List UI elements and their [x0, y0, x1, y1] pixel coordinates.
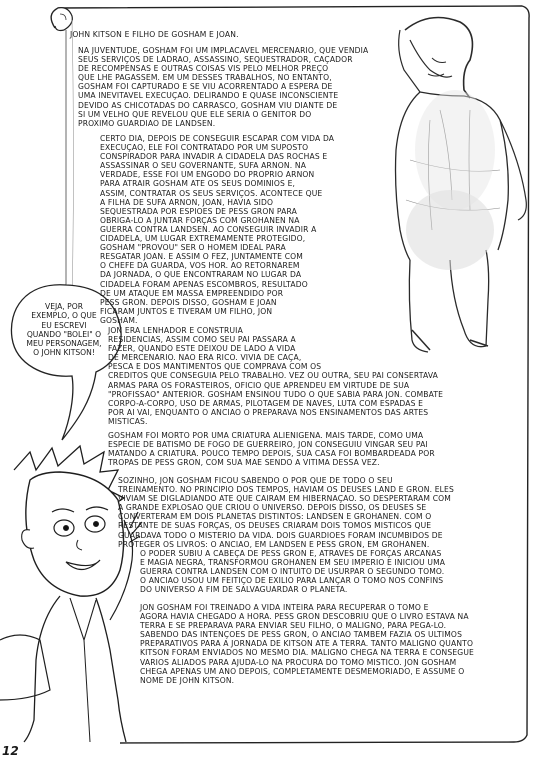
article-paragraph-7: JON GOSHAM FOI TREINADO A VIDA INTEIRA PARA RECUPERAR O TOMO E AGORA HAVIA CHEGADO A HORA. PESS GRON DESCOBRIU QUE O LIVRO ESTAVA NA TERRA E SE PREPARAVA PARA ENVIAR SEU FILHO, O MALIGNO, PARA PEGA-LO. SABENDO DAS INTENÇOES DE PESS GRON, O ANCIAO TAMBEM FAZIA OS ULTIMOS PREPARATIVOS PARA A JORNADA DE KITSON ATE A TERRA. TANTO MALIGNO QUANTO KITSON FORAM ENVIADOS NO MESMO DIA. MALIGNO CHEGA NA TERRA E CONSEGUE VARIOS ALIADOS PARA AJUDA-LO NA PROCURA DO TOMO MISTICO. JON GOSHAM CHEGA APENAS UM ANO DEPOIS, COMPLETAMENTE DESMEMORIADO, E ASSUME O NOME DE JOHN KITSON.	[140, 603, 474, 685]
article-paragraph-1: NA JUVENTUDE, GOSHAM FOI UM IMPLACAVEL MERCENARIO, QUE VENDIA SEUS SERVIÇOS DE LADRAO, ASSASSINO, SEQUESTRADOR, CAÇADOR DE RECOMPENSAS E OUTRAS COISAS VIS PELO MELHOR PREÇO QUE LHE PAGASSEM. EM UM DESSES TRABALHOS, NO ENTANTO, GOSHAM FOI CAPTURADO E SE VIU ACORRENTADO A ESPERA DE UMA INEVITAVEL EXECUÇAO. DELIRANDO E QUASE INCONSCIENTE DEVIDO AS CHICOTADAS DO CARRASCO, GOSHAM VIU DIANTE DE SI UM VELHO QUE REVELOU QUE ELE SERIA O GENITOR DO PROXIMO GUARDIAO DE LANDSEN.	[78, 46, 369, 128]
article-title-line: JOHN KITSON E FILHO DE GOSHAM E JOAN.	[70, 30, 239, 39]
article-paragraph-2: CERTO DIA, DEPOIS DE CONSEGUIR ESCAPAR COM VIDA DA EXECUÇAO, ELE FOI CONTRATADO POR UM SUPOSTO CONSPIRADOR PARA INVADIR A CIDADELA DAS ROCHAS E ASSASSINAR O SEU GOVERNANTE, SUFA ARNON. NA VERDADE, ESSE FOI UM ENGODO DO PROPRIO ARNON PARA ATRAIR GOSHAM ATE OS SEUS DOMINIOS E, ASSIM, CONTRATAR OS SEUS SERVIÇOS. ACONTECE QUE A FILHA DE SUFA ARNON, JOAN, HAVIA SIDO SEQUESTRADA POR ESPIOES DE PESS GRON PARA OBRIGA-LO A JUNTAR FORÇAS COM GROHANEN NA GUERRA CONTRA LANDSEN. AO CONSEGUIR INVADIR A CIDADELA, UM LUGAR EXTREMAMENTE PROTEGIDO, GOSHAM "PROVOU" SER O HOMEM IDEAL PARA RESGATAR JOAN. E ASSIM O FEZ, JUNTAMENTE COM O CHEFE DA GUARDA, VOS HOR. AO RETORNAREM DA JORNADA, O QUE ENCONTRARAM NO LUGAR DA CIDADELA FORAM APENAS ESCOMBROS, RESULTADO DE UM ATAQUE EM MASSA EMPREENDIDO POR PESS GRON. DEPOIS DISSO, GOSHAM E JOAN FICARAM JUNTOS E TIVERAM UM FILHO, JON GOSHAM.	[100, 134, 335, 325]
article-paragraph-4: GOSHAM FOI MORTO POR UMA CRIATURA ALIENIGENA. MAIS TARDE, COMO UMA ESPECIE DE BATISMO DE FOGO DE GUERREIRO, JON CONSEGUIU VINGAR SEU PAI MATANDO A CRIATURA. POUCO TEMPO DEPOIS, SUA CASA FOI BOMBARDEADA POR TROPAS DE PESS GRON, COM SUA MAE SENDO A VITIMA DESSA VEZ.	[108, 431, 435, 468]
article-paragraph-5: SOZINHO, JON GOSHAM FICOU SABENDO O POR QUE DE TODO O SEU TREINAMENTO. NO PRINCIPIO DOS TEMPOS, HAVIAM OS DEUSES LAND E GRON. ELES VIVIAM SE DIGLADIANDO ATE QUE CAIRAM EM HIBERNAÇAO. SO DESPERTARAM COM A GRANDE EXPLOSAO QUE CRIOU O UNIVERSO. DEPOIS DISSO, OS DEUSES SE CONVERTERAM EM DOIS PLANETAS DISTINTOS: LANDSEN E GROHANEN. COM O RESTANTE DE SUAS FORÇAS, OS DEUSES CRIARAM DOIS TOMOS MISTICOS QUE GUARDAVA TODO O MISTERIO DA VIDA. DOIS GUARDIOES FORAM INCUMBIDOS DE PROTEGER OS LIVROS: O ANCIAO, EM LANDSEN E PESS GRON, EM GROHANEN.	[118, 476, 454, 549]
article-paragraph-6: O PODER SUBIU A CABEÇA DE PESS GRON E, ATRAVES DE FORÇAS ARCANAS E MAGIA NEGRA, TRANSFORMOU GROHANEN EM SEU IMPERIO E INICIOU UMA GUERRA CONTRA LANDSEN COM O INTUITO DE USURPAR O SEGUNDO TOMO. O ANCIAO USOU UM FEITIÇO DE EXILIO PARA LANÇAR O TOMO NOS CONFINS DO UNIVERSO A FIM DE SALVAGUARDAR O PLANETA.	[140, 549, 446, 595]
article-paragraph-3: JON ERA LENHADOR E CONSTRUIA RESIDENCIAS, ASSIM COMO SEU PAI PASSARA A FAZER, QUANDO ESTE DEIXOU DE LADO A VIDA DE MERCENARIO. NAO ERA RICO. VIVIA DE CAÇA, PESCA E DOS MANTIMENTOS QUE COMPRAVA COM OS CREDITOS QUE CONSEGUIA PELO TRABALHO. VEZ OU OUTRA, SEU PAI CONSERTAVA ARMAS PARA OS FORASTEIROS, OFICIO QUE APRENDEU EM VIRTUDE DE SUA "PROFISSAO" ANTERIOR. GOSHAM ENSINOU TUDO O QUE SABIA PARA JON. COMBATE CORPO-A-CORPO, USO DE ARMAS, PILOTAGEM DE NAVES, LUTA COM ESPADAS E POR AI VAI, ENQUANTO O ANCIAO O PREPARAVA NOS ENSINAMENTOS DAS ARTES MISTICAS.	[108, 326, 444, 426]
speech-bubble-text: VEJA, POR EXEMPLO, O QUE EU ESCREVI QUANDO "BOLEI" O MEU PERSONAGEM, O JOHN KITSON!	[26, 302, 102, 358]
page-number: 12	[2, 744, 19, 758]
